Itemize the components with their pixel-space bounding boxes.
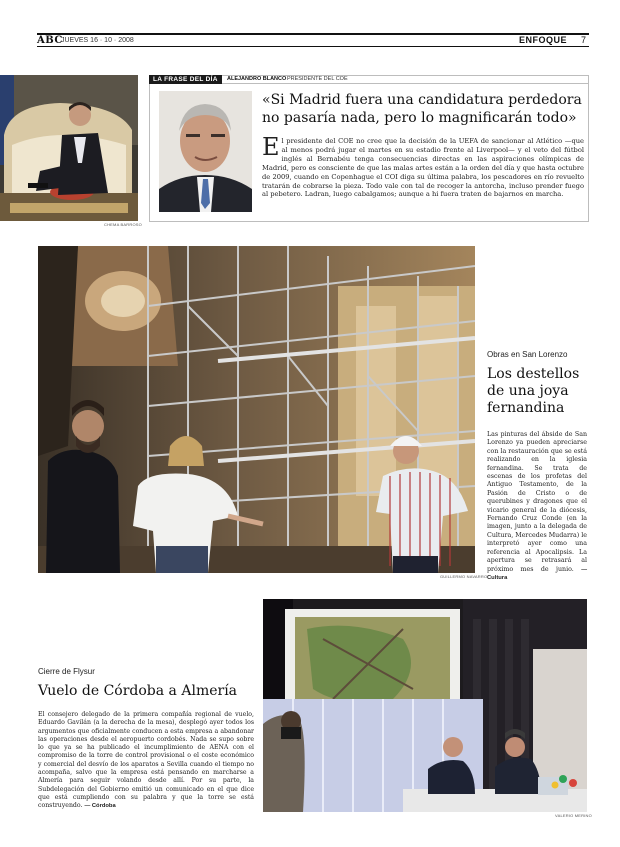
page-number: 7: [581, 35, 587, 45]
article-body: [38, 711, 254, 811]
article-kicker: Obras en San Lorenzo: [487, 350, 568, 359]
speaker-portrait: [159, 91, 252, 212]
article-headline: Vuelo de Córdoba a Almería: [38, 683, 238, 699]
brand-logo: ABC: [37, 35, 63, 46]
article-signature-label: Córdoba: [91, 803, 116, 810]
article-body: [487, 431, 587, 582]
photo-press-conference: [263, 599, 587, 812]
issue-date: JUEVES 16 · 10 · 2008: [61, 37, 134, 44]
quote-article-text: l presidente del COE no cree que la decisión de la UEFA de sancionar al Atlético —que al menos podrá jugar el martes en su estadio frente al Liverpool— y el veto del fútbol inglés al Bernabéu tenga consecuencias directas en las aspiraciones olímpicas de Madrid, pero es consciente de que las malas artes están a la orden del día y que hasta octubre de 2009, cuando en Copenhague el COI diga su última palabra, los pescadores en río revuelto tratarán de cobrarse la pieza. Todo vale con tal de recoger la antorcha, incluso prender fuego al pebetero. Ladran, luego cabalgamos; aunque a hi fuera traten de bajarnos en marcha.: [262, 137, 584, 199]
quote-article-body: [262, 133, 584, 199]
article-text: Las pinturas del ábside de San Lorenzo ya pueden apreciarse con la restauración que se está realizando en la iglesia fernandina. Se trata de escenas de los profetas del Antiguo Testamento, de la Pasión de Cristo o de querubines y dragones que el vicario general de la diócesis, Fernando Cruz Conde (en la imagen, junto a la delegada de Cultura, Mercedes Mudarra) le interpretó ayer como una referencia al Apocalipsis. La apertura se retrasará al próximo mes de junio.: [487, 431, 587, 573]
photo-credit: GUILLERMO NAVARRO: [440, 574, 488, 579]
headline-quote: «Si Madrid fuera una candidatura perdedora no pasaría nada, pero lo magnificarán todo»: [262, 92, 582, 126]
photo-church-restoration: [38, 246, 475, 573]
header-rule-top: [37, 33, 589, 35]
article-signature-label: Cultura: [487, 574, 508, 581]
drop-cap: E: [262, 133, 280, 161]
article-kicker: Cierre de Flysur: [38, 667, 95, 676]
section-name: ENFOQUE: [519, 35, 568, 45]
photo-credit: CHEMA BARROSO: [104, 222, 142, 227]
article-signature: — Córdoba: [84, 803, 116, 810]
page-header: [37, 33, 589, 47]
header-rule-bottom: [37, 46, 589, 47]
article-headline: Los destellos de una joya fernandina: [487, 366, 580, 416]
article-text: El consejero delegado de la primera compañía regional de vuelo, Eduardo Gavilán (a la derecha de la mesa), desplegó ayer todos los argumentos que oficialmente conducen a esta empresa a abandonar las operaciones desde el aeropuerto cordobés. Nada se supo sobre lo que ya se ha publicado el incumplimiento de AENA con el compromiso de la torre de control provisional o el coste económico y comercial del desvío de los aparatos a Sevilla cuando el tiempo no acompaña, salvo que la empresa está pensando en marcharse a Almería para seguir volando desde allí. Por su parte, la Subdelegación del Gobierno emitió un comunicado en el que dice que está cumpliendo con su palabra y que la torre se está construyendo.: [38, 711, 254, 810]
photo-seated-man: [0, 75, 138, 221]
photo-credit: VALERIO MERINO: [555, 813, 592, 818]
speaker-name: ALEJANDRO BLANCO: [227, 76, 287, 82]
quote-of-the-day-bar: [149, 75, 589, 84]
article-signature: — Cultura: [487, 566, 587, 581]
speaker-role: PRESIDENTE DEL COE: [287, 76, 348, 82]
quote-of-the-day-tag: LA FRASE DEL DÍA: [149, 75, 222, 84]
